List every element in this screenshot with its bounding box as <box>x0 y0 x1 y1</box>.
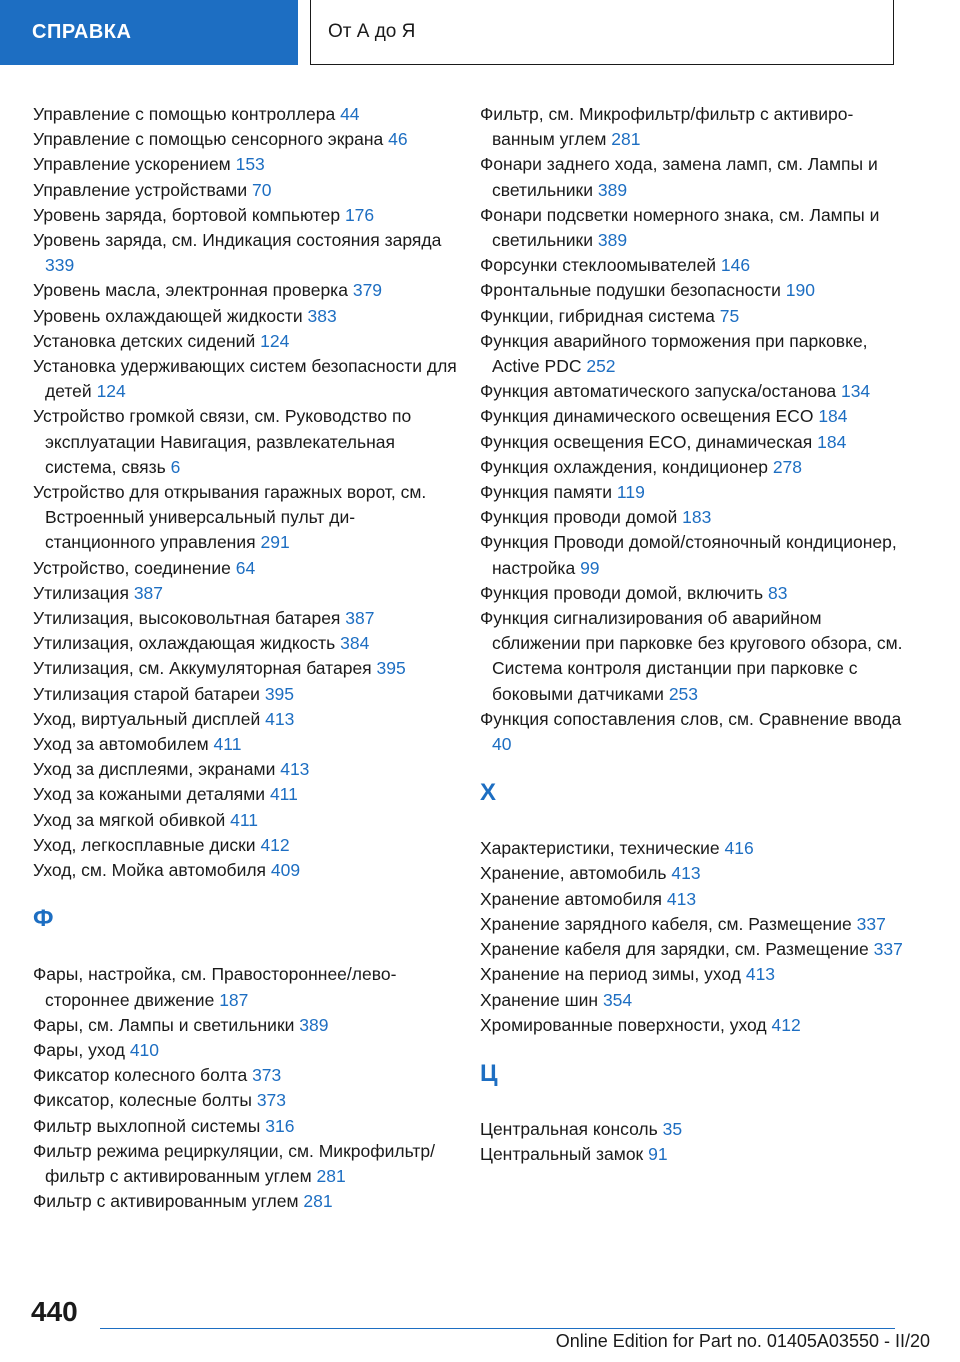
entry-text: Утилизация, см. Аккумуляторная батарея <box>33 658 372 679</box>
index-entry <box>480 152 910 202</box>
index-entry <box>480 102 910 152</box>
entry-list-u <box>33 102 458 883</box>
index-entry <box>480 581 910 606</box>
index-entry <box>33 178 458 203</box>
entry-text: Фильтр выхлопной системы <box>33 1115 261 1136</box>
index-entry <box>33 556 458 581</box>
entry-text: Функция Проводи домой/стояночный кондиционер, настройка <box>480 532 897 578</box>
index-entry <box>33 1088 458 1113</box>
index-column-right <box>480 102 910 1167</box>
page-link[interactable]: 337 <box>856 913 886 934</box>
entry-text: Уход за мягкой обивкой <box>33 809 226 830</box>
entry-list-f-continued <box>480 102 910 757</box>
entry-text: Устройство громкой связи, см. Руководство по эксплуатации Навигация, развлекательная система, связь <box>33 406 412 477</box>
entry-text: Уровень охлаждающей жидкости <box>33 305 303 326</box>
entry-text: Фонари заднего хода, замена ламп, см. Лампы и светильники <box>480 154 878 200</box>
page-link[interactable]: 395 <box>264 683 295 704</box>
index-entry <box>33 1189 458 1214</box>
index-entry <box>33 1114 458 1139</box>
page-link[interactable]: 146 <box>720 255 751 276</box>
index-entry <box>33 1038 458 1063</box>
index-entry <box>480 404 910 429</box>
entry-text: Фары, уход <box>33 1039 125 1060</box>
page-link[interactable]: 412 <box>260 834 290 855</box>
index-entry <box>33 757 458 782</box>
page-link[interactable]: 410 <box>129 1039 160 1060</box>
page-link[interactable]: 281 <box>316 1165 346 1186</box>
page-link[interactable]: 252 <box>586 356 616 377</box>
index-entry <box>33 858 458 883</box>
page-link[interactable]: 278 <box>772 456 803 477</box>
index-entry <box>33 606 458 631</box>
entry-text: Уход, виртуальный дисплей <box>33 708 261 729</box>
page-link[interactable]: 411 <box>269 784 298 805</box>
page-link[interactable]: 416 <box>724 838 754 859</box>
entry-text: Утилизация, охлаждающая жидкость <box>33 633 336 654</box>
page-link[interactable]: 44 <box>340 104 360 124</box>
entry-text: Фильтр режима рециркуляции, см. Микрофильтр/фильтр с активированным углем <box>33 1140 435 1186</box>
page-link[interactable]: 413 <box>671 863 701 884</box>
index-entry <box>480 912 910 937</box>
page-link[interactable]: 411 <box>213 734 242 755</box>
page-link[interactable]: 389 <box>597 230 628 251</box>
entry-list-ts <box>480 1117 910 1167</box>
page-link[interactable]: 387 <box>345 608 375 629</box>
page-link[interactable]: 395 <box>376 658 406 679</box>
page-link[interactable]: 253 <box>668 683 699 704</box>
page-link[interactable]: 183 <box>682 507 712 528</box>
page-link[interactable]: 281 <box>611 129 641 150</box>
index-entry <box>33 329 458 354</box>
chapter-title: От А до Я <box>310 0 894 65</box>
index-entry <box>480 455 910 480</box>
page-link[interactable]: 413 <box>666 888 697 909</box>
index-entry <box>480 1117 910 1142</box>
page-link[interactable]: 373 <box>256 1090 287 1111</box>
index-entry <box>480 1013 910 1038</box>
page-link[interactable]: 184 <box>818 406 848 427</box>
index-entry <box>480 329 910 379</box>
index-entry <box>480 836 910 861</box>
index-entry <box>33 203 458 228</box>
index-entry <box>33 278 458 303</box>
page-link[interactable]: 124 <box>96 381 126 402</box>
entry-text: Уход за кожаными деталями <box>33 784 266 805</box>
page-link[interactable]: 409 <box>270 860 301 881</box>
page-link[interactable]: 412 <box>771 1014 801 1035</box>
entry-text: Уровень заряда, см. Индикация состояния заряда <box>33 230 442 251</box>
page-link[interactable]: 291 <box>260 532 290 553</box>
index-entry <box>33 581 458 606</box>
page-link[interactable]: 119 <box>616 482 645 503</box>
index-entry <box>480 962 910 987</box>
page-number: 440 <box>31 1296 78 1327</box>
page-link[interactable]: 411 <box>230 809 259 830</box>
entry-text: Форсунки стеклоомывателей <box>480 255 717 276</box>
index-entry <box>480 1142 910 1167</box>
entry-text: Утилизация <box>33 582 129 603</box>
page-link[interactable]: 64 <box>235 557 256 578</box>
entry-text: Фонари подсветки номерного знака, см. Лампы и светильники <box>480 204 880 251</box>
page-link[interactable]: 281 <box>303 1191 333 1212</box>
entry-text: Функция охлаждения, кондиционер <box>480 456 768 477</box>
page-link[interactable]: 354 <box>602 989 633 1010</box>
entry-text: Функция аварийного торможения при парковке, Active PDC <box>480 330 868 377</box>
index-entry <box>33 102 458 127</box>
entry-text: Функция проводи домой <box>480 507 678 528</box>
section-letter-ts: Ц <box>480 1059 498 1087</box>
page-link[interactable]: 83 <box>767 582 788 603</box>
entry-text: Управление ускорением <box>33 154 231 175</box>
entry-text: Уход за дисплеями, экранами <box>33 759 276 780</box>
entry-text: Хранение зарядного кабеля, см. Размещение <box>480 913 852 934</box>
index-entry <box>480 988 910 1013</box>
index-entry <box>33 1013 458 1038</box>
entry-text: Функция динамического освещения ECO <box>480 406 814 427</box>
page-link[interactable]: 187 <box>219 989 249 1010</box>
page-link[interactable]: 387 <box>133 582 164 603</box>
index-entry <box>480 278 910 303</box>
entry-text: Утилизация старой батареи <box>33 683 260 704</box>
entry-text: Функция памяти <box>480 482 613 503</box>
entry-text: Уход, см. Мойка автомобиля <box>33 860 267 881</box>
index-entry <box>480 379 910 404</box>
footer-divider <box>100 1328 895 1329</box>
index-entry <box>33 228 458 278</box>
index-entry <box>480 505 910 530</box>
page-link[interactable]: 184 <box>817 431 847 452</box>
index-entry <box>33 682 458 707</box>
index-entry <box>33 732 458 757</box>
section-letter-f: Ф <box>33 905 54 933</box>
entry-text: Хранение, автомобиль <box>480 863 667 884</box>
entry-text: Центральный замок <box>480 1144 644 1165</box>
page-link[interactable]: 176 <box>344 204 375 225</box>
index-entry <box>33 707 458 732</box>
page-link[interactable]: 190 <box>785 280 815 301</box>
entry-text: Функция автоматического запуска/останова <box>480 381 837 402</box>
index-entry <box>33 1063 458 1088</box>
index-entry <box>33 127 458 152</box>
page-link[interactable]: 124 <box>260 330 290 351</box>
page-link[interactable]: 413 <box>745 964 776 985</box>
entry-text: Управление с помощью сенсорного экрана <box>33 129 384 150</box>
entry-text: Управление с помощью контроллера <box>33 104 336 124</box>
entry-text: Хранение автомобиля <box>480 888 663 909</box>
entry-text: Фиксатор колесного болта <box>33 1065 248 1086</box>
entry-text: Хранение на период зимы, уход <box>480 964 741 985</box>
entry-text: Хранение кабеля для зарядки, см. Размещение <box>480 939 869 960</box>
index-entry <box>33 304 458 329</box>
entry-text: Функции, гибридная система <box>480 305 715 326</box>
index-entry <box>33 833 458 858</box>
entry-text: Фары, настройка, см. Правостороннее/левостороннее движение <box>33 964 397 1010</box>
page-link[interactable]: 339 <box>45 255 75 276</box>
page-link[interactable]: 91 <box>648 1144 668 1165</box>
entry-text: Фильтр, см. Микрофильтр/фильтр с активированным углем <box>480 104 854 150</box>
entry-text: Хромированные поверхности, уход <box>480 1014 767 1035</box>
entry-text: Уровень масла, электронная проверка <box>33 280 348 301</box>
index-entry <box>33 962 458 1012</box>
index-entry <box>33 808 458 833</box>
page-link[interactable]: 413 <box>265 708 295 729</box>
page-link[interactable]: 373 <box>252 1065 282 1086</box>
page-link[interactable]: 337 <box>873 939 903 960</box>
page-link[interactable]: 6 <box>170 456 181 477</box>
entry-text: Фронтальные подушки безопасности <box>480 280 781 301</box>
index-entry <box>480 887 910 912</box>
index-entry <box>480 606 910 707</box>
index-entry <box>33 152 458 177</box>
index-entry <box>480 707 910 757</box>
entry-text: Фары, см. Лампы и светильники <box>33 1014 295 1035</box>
page-link[interactable]: 46 <box>388 129 408 150</box>
page-link[interactable]: 389 <box>299 1014 329 1035</box>
index-entry <box>33 354 458 404</box>
page-link[interactable]: 413 <box>280 759 310 780</box>
entry-text: Функция сопоставления слов, см. Сравнение ввода <box>480 708 902 729</box>
page-link[interactable]: 134 <box>840 381 871 402</box>
entry-text: Фильтр с активированным углем <box>33 1191 299 1212</box>
entry-text: Функция сигнализирования об аварийном сближении при парковке без кругового обзора, см. Система контроля дистанции при парковке с боковыми датчиками <box>480 608 903 704</box>
page-link[interactable]: 383 <box>307 305 337 326</box>
entry-text: Уход за автомобилем <box>33 734 209 755</box>
page-link[interactable]: 379 <box>352 280 383 301</box>
page-link[interactable]: 35 <box>662 1118 683 1139</box>
entry-text: Характеристики, технические <box>480 838 720 859</box>
index-entry <box>33 656 458 681</box>
entry-text: Установка удерживающих систем безопасности для детей <box>33 356 457 402</box>
index-column-left <box>33 102 458 1214</box>
entry-text: Фиксатор, колесные болты <box>33 1090 252 1111</box>
entry-text: Уход, легкосплавные диски <box>33 834 256 855</box>
entry-text: Функция освещения ECO, динамическая <box>480 431 813 452</box>
entry-text: Устройство, соединение <box>33 557 231 578</box>
page-link[interactable]: 40 <box>492 734 512 755</box>
page-link[interactable]: 70 <box>252 179 272 200</box>
index-entry <box>33 631 458 656</box>
entry-text: Центральная консоль <box>480 1118 658 1139</box>
page-link[interactable]: 75 <box>719 305 740 326</box>
index-entry <box>480 253 910 278</box>
index-entry <box>480 530 910 580</box>
section-letter-x: Х <box>480 779 497 807</box>
entry-list-f <box>33 962 458 1214</box>
index-entry <box>33 782 458 807</box>
index-entry <box>480 203 910 253</box>
index-entry <box>33 404 458 480</box>
entry-text: Управление устройствами <box>33 179 248 200</box>
index-entry <box>480 480 910 505</box>
index-entry <box>480 430 910 455</box>
entry-text: Функция проводи домой, включить <box>480 582 764 603</box>
page-link[interactable]: 99 <box>580 557 600 578</box>
index-entry <box>480 937 910 962</box>
section-tab[interactable]: СПРАВКА <box>0 0 298 65</box>
entry-text: Уровень заряда, бортовой компьютер <box>33 204 341 225</box>
page-link[interactable]: 389 <box>597 179 628 200</box>
entry-text: Утилизация, высоковольтная батарея <box>33 608 341 629</box>
page-link[interactable]: 316 <box>265 1115 295 1136</box>
index-entry <box>33 480 458 556</box>
entry-text: Устройство для открывания гаражных ворот, см. Встроенный универсальный пульт дистанционного управления <box>33 482 427 553</box>
entry-text: Хранение шин <box>480 989 599 1010</box>
index-entry <box>480 861 910 886</box>
page-link[interactable]: 153 <box>235 154 265 175</box>
edition-footer: Online Edition for Part no. 01405A03550 - II/20 <box>555 1331 930 1351</box>
page-link[interactable]: 384 <box>340 633 370 654</box>
index-entry <box>480 304 910 329</box>
index-entry <box>33 1139 458 1189</box>
entry-text: Установка детских сидений <box>33 330 256 351</box>
entry-list-x <box>480 836 910 1038</box>
